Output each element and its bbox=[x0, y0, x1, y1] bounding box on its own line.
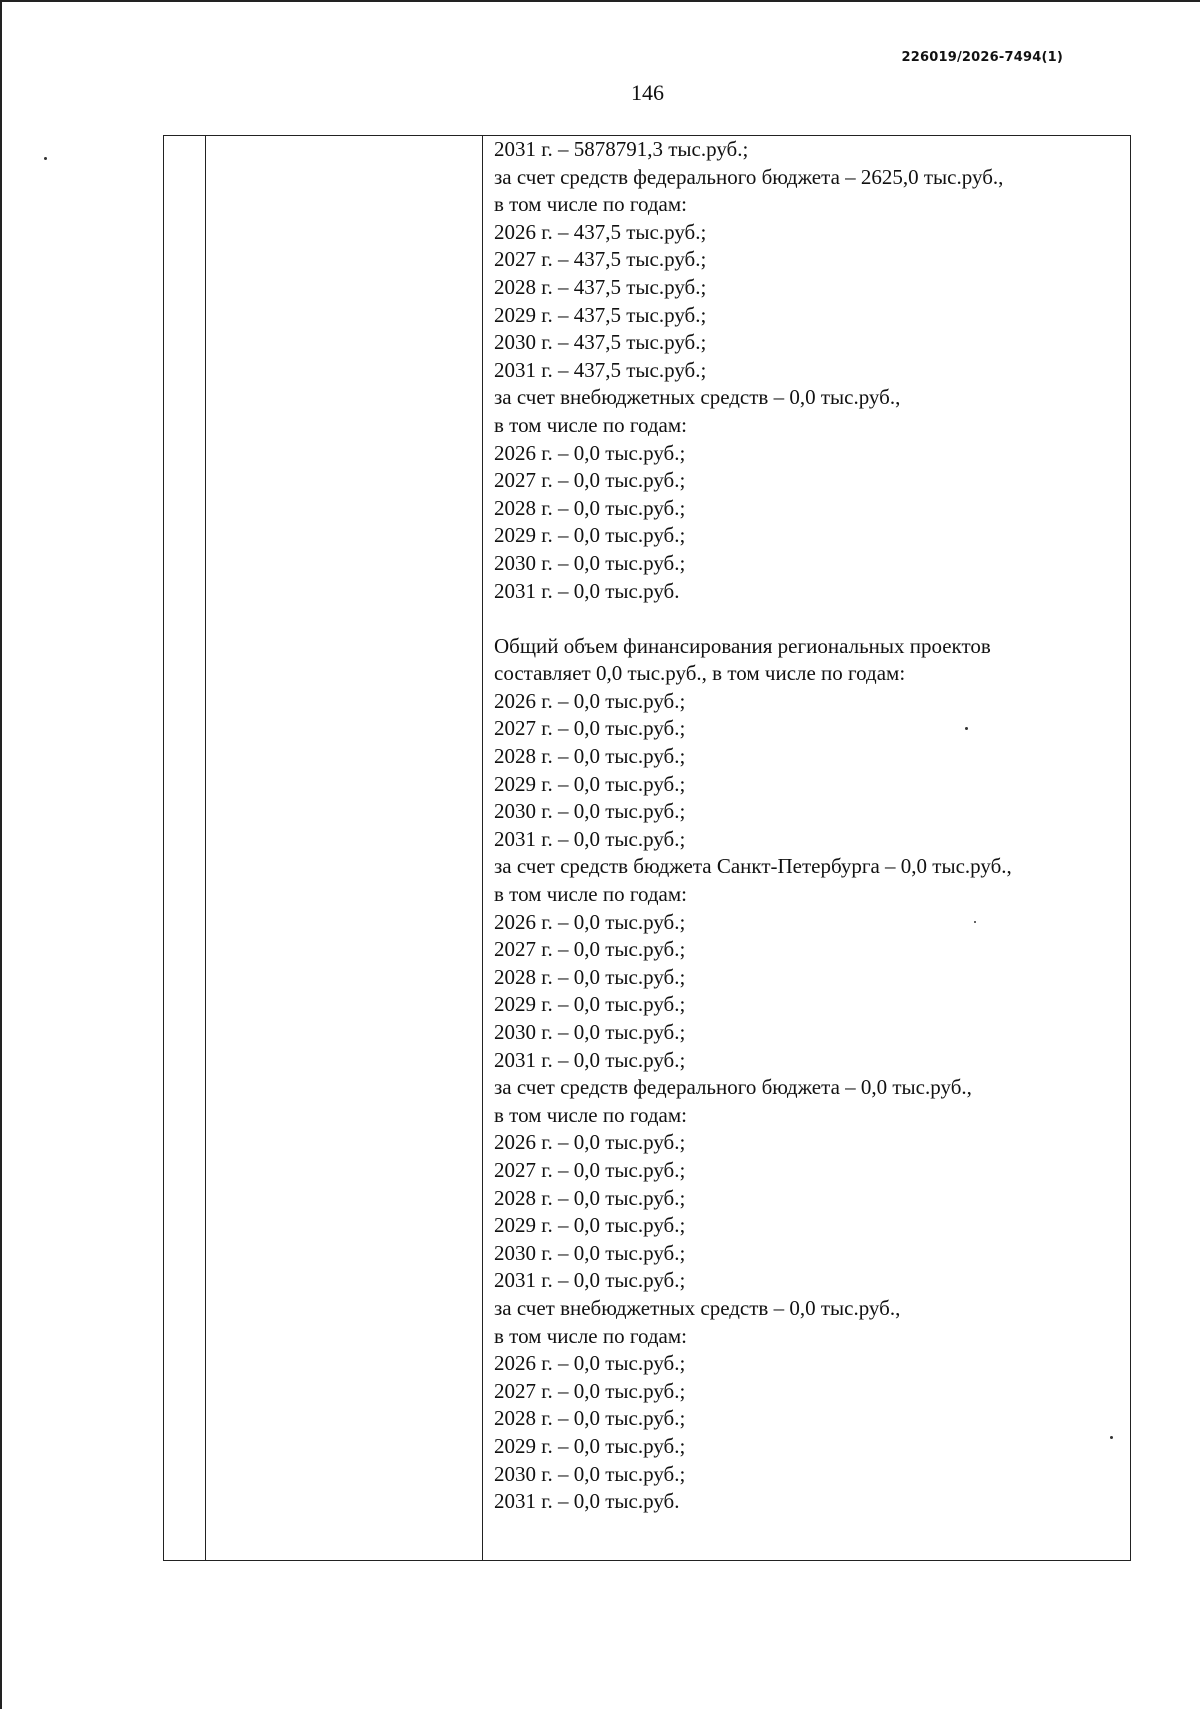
text-line: за счет средств федерального бюджета – 0,0 тыс.руб., bbox=[494, 1075, 972, 1100]
text-line: 2028 г. – 0,0 тыс.руб.; bbox=[494, 964, 686, 989]
table-column-divider bbox=[205, 136, 206, 1560]
text-line: в том числе по годам: bbox=[494, 192, 687, 217]
text-line: 2030 г. – 0,0 тыс.руб.; bbox=[494, 1020, 686, 1044]
text-line: 2026 г. – 0,0 тыс.руб.; bbox=[494, 909, 686, 934]
text-line: 2029 г. – 0,0 тыс.руб.; bbox=[494, 523, 686, 548]
text-line: 2028 г. – 0,0 тыс.руб.; bbox=[494, 1406, 686, 1431]
text-line: 2027 г. – 437,5 тыс.руб.; bbox=[494, 247, 707, 272]
text-line: 2030 г. – 0,0 тыс.руб.; bbox=[494, 550, 686, 575]
text-line: 2027 г. – 0,0 тыс.руб.; bbox=[494, 1378, 686, 1403]
text-line: в том числе по годам: bbox=[494, 1323, 687, 1348]
paragraph-gap bbox=[494, 605, 1124, 633]
text-line: 2028 г. – 437,5 тыс.руб.; bbox=[494, 274, 707, 299]
text-line: 2031 г. – 0,0 тыс.руб.; bbox=[494, 1047, 686, 1072]
text-line: 2026 г. – 0,0 тыс.руб.; bbox=[494, 1351, 686, 1376]
text-line: 2027 г. – 0,0 тыс.руб.; bbox=[494, 1157, 686, 1182]
text-line: 2027 г. – 0,0 тыс.руб.; bbox=[494, 468, 686, 493]
document-registration-number: 226019/2026-7494(1) bbox=[901, 50, 1063, 65]
text-line: 2030 г. – 0,0 тыс.руб.; bbox=[494, 799, 686, 824]
text-line: 2029 г. – 437,5 тыс.руб.; bbox=[494, 302, 707, 327]
financing-table bbox=[163, 135, 1131, 1561]
text-line: 2026 г. – 0,0 тыс.руб.; bbox=[494, 440, 686, 465]
text-line: 2028 г. – 0,0 тыс.руб.; bbox=[494, 744, 686, 769]
text-line: в том числе по годам: bbox=[494, 1102, 687, 1127]
text-line: 2029 г. – 0,0 тыс.руб.; bbox=[494, 1433, 686, 1458]
text-line: Общий объем финансирования региональных проектов bbox=[494, 633, 991, 658]
text-line: за счет внебюджетных средств – 0,0 тыс.руб., bbox=[494, 385, 901, 410]
scan-frame-top-edge bbox=[0, 0, 1200, 2]
text-line: 2031 г. – 5878791,3 тыс.руб.; bbox=[494, 137, 749, 161]
text-line: 2027 г. – 0,0 тыс.руб.; bbox=[494, 937, 686, 962]
text-line: 2030 г. – 0,0 тыс.руб.; bbox=[494, 1461, 686, 1486]
text-line: 2026 г. – 437,5 тыс.руб.; bbox=[494, 219, 707, 244]
text-line: за счет средств федерального бюджета – 2625,0 тыс.руб., bbox=[494, 164, 1004, 189]
table-column-title bbox=[205, 136, 482, 1560]
text-line: 2031 г. – 0,0 тыс.руб.; bbox=[494, 1268, 686, 1293]
text-line: 2026 г. – 0,0 тыс.руб.; bbox=[494, 1130, 686, 1155]
text-line: 2028 г. – 0,0 тыс.руб.; bbox=[494, 1185, 686, 1210]
text-line: в том числе по годам: bbox=[494, 412, 687, 437]
text-line: 2026 г. – 0,0 тыс.руб.; bbox=[494, 688, 686, 713]
text-line: 2030 г. – 437,5 тыс.руб.; bbox=[494, 330, 707, 355]
text-line: 2031 г. – 0,0 тыс.руб. bbox=[494, 1489, 680, 1514]
text-line: 2031 г. – 0,0 тыс.руб.; bbox=[494, 826, 686, 851]
text-line: 2031 г. – 437,5 тыс.руб.; bbox=[494, 357, 707, 382]
text-line: 2027 г. – 0,0 тыс.руб.; bbox=[494, 716, 686, 741]
text-line: 2030 г. – 0,0 тыс.руб.; bbox=[494, 1240, 686, 1265]
text-line: за счет средств бюджета Санкт-Петербурга – 0,0 тыс.руб., bbox=[494, 854, 1012, 879]
text-line: в том числе по годам: bbox=[494, 882, 687, 907]
financing-text-cell bbox=[494, 136, 1124, 1516]
text-line: 2029 г. – 0,0 тыс.руб.; bbox=[494, 992, 686, 1017]
text-line: 2031 г. – 0,0 тыс.руб. bbox=[494, 578, 680, 603]
text-line: 2029 г. – 0,0 тыс.руб.; bbox=[494, 1213, 686, 1238]
scan-speck bbox=[44, 157, 47, 160]
text-line: за счет внебюджетных средств – 0,0 тыс.руб., bbox=[494, 1295, 901, 1320]
page-number: 146 bbox=[631, 80, 664, 105]
table-column-divider bbox=[482, 136, 483, 1560]
text-line: составляет 0,0 тыс.руб., в том числе по годам: bbox=[494, 661, 906, 686]
table-column-number bbox=[164, 136, 205, 1560]
scan-frame-left-edge bbox=[0, 0, 2, 1709]
text-line: 2028 г. – 0,0 тыс.руб.; bbox=[494, 495, 686, 520]
text-line: 2029 г. – 0,0 тыс.руб.; bbox=[494, 771, 686, 796]
